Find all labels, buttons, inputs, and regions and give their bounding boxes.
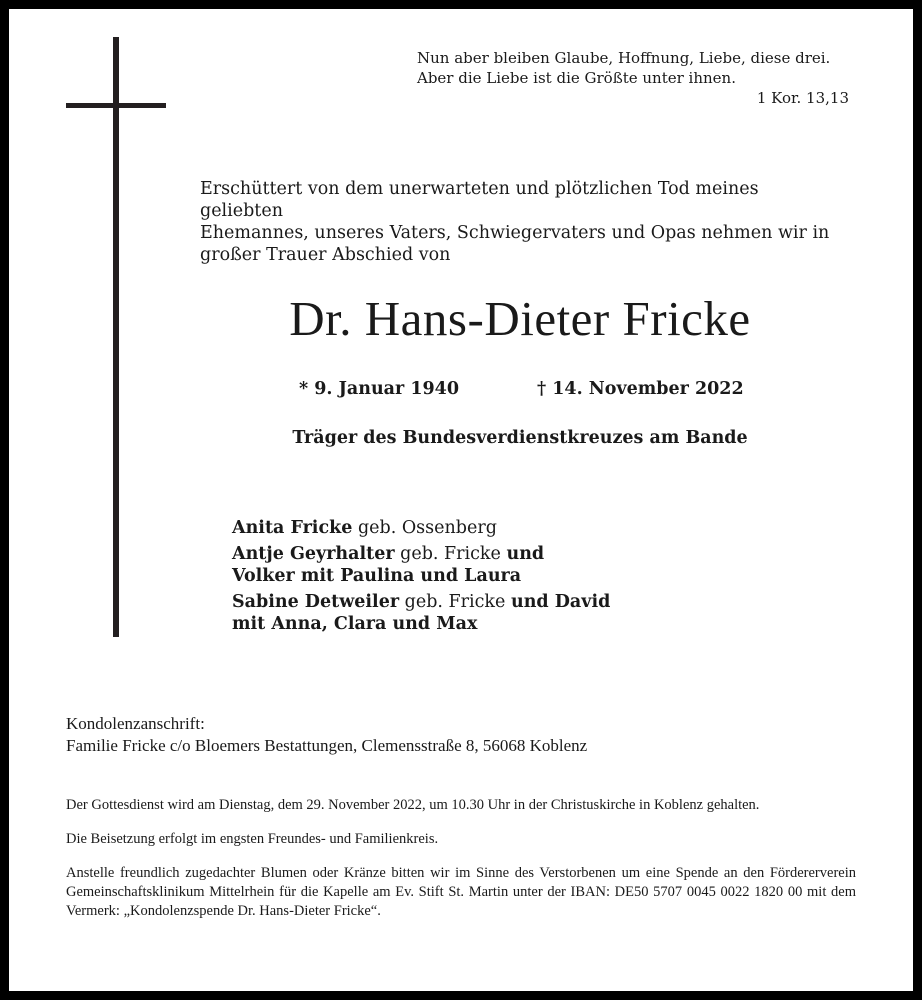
family-list [232,517,682,639]
intro-line: Ehemannes, unseres Vaters, Schwiegervaters und Opas nehmen wir in [200,223,830,243]
family-line2: mit Anna, Clara und Max [232,614,478,634]
family-name: Anita Fricke [232,518,353,538]
honor-line: Träger des Bundesverdienstkreuzes am Bande [292,428,748,448]
family-name: Sabine Detweiler [232,592,400,612]
family-rest: und [506,544,545,564]
service-text: Der Gottesdienst wird am Dienstag, dem 29. November 2022, um 10.30 Uhr in der Christuskirche in Koblenz gehalten. [66,797,760,813]
family-nee: geb. Ossenberg [357,518,497,538]
condolence-label: Kondolenzanschrift: [66,714,205,733]
condolence-address-text: Familie Fricke c/o Bloemers Bestattungen, Clemensstraße 8, 56068 Koblenz [66,736,588,755]
verse-line: Aber die Liebe ist die Größte unter ihnen. [417,69,736,87]
family-rest: und David [510,592,611,612]
burial-text: Die Beisetzung erfolgt im engsten Freundes- und Familienkreis. [66,831,439,847]
cross-icon-horizontal [66,103,166,108]
family-entry [232,517,682,539]
family-nee: geb. Fricke [400,544,501,564]
deceased-name: Dr. Hans-Dieter Fricke [289,291,751,346]
donation-text: Anstelle freundlich zugedachter Blumen oder Kränze bitten wir im Sinne des Verstorbenen um eine Spende an den Fördererverein Gemeinschaftsklinikum Mittelrhein für die Kapelle am Ev. Stift St. Martin unter der IBAN: DE50 5707 0045 0022 1820 00 mit dem Vermerk: „Kondolenzspende Dr. Hans-Dieter Fricke“. [66,865,856,919]
obituary-notice [9,9,913,991]
verse-reference: 1 Kor. 13,13 [756,89,849,107]
family-name: Antje Geyrhalter [232,544,395,564]
bible-verse [417,48,849,108]
intro-line: Erschüttert von dem unerwarteten und plötzlichen Tod meines geliebten [200,179,759,221]
family-entry [232,543,682,587]
service-info [66,796,856,936]
death-date: † 14. November 2022 [537,379,744,399]
intro-text [200,178,840,266]
family-nee: geb. Fricke [404,592,506,612]
family-entry [232,591,682,635]
intro-line: großer Trauer Abschied von [200,245,451,265]
birth-date: * 9. Januar 1940 [299,379,460,399]
family-line2: Volker mit Paulina und Laura [232,566,522,586]
verse-line: Nun aber bleiben Glaube, Hoffnung, Liebe, diese drei. [417,49,831,67]
cross-icon-vertical [113,37,119,637]
condolence-address [66,713,886,757]
